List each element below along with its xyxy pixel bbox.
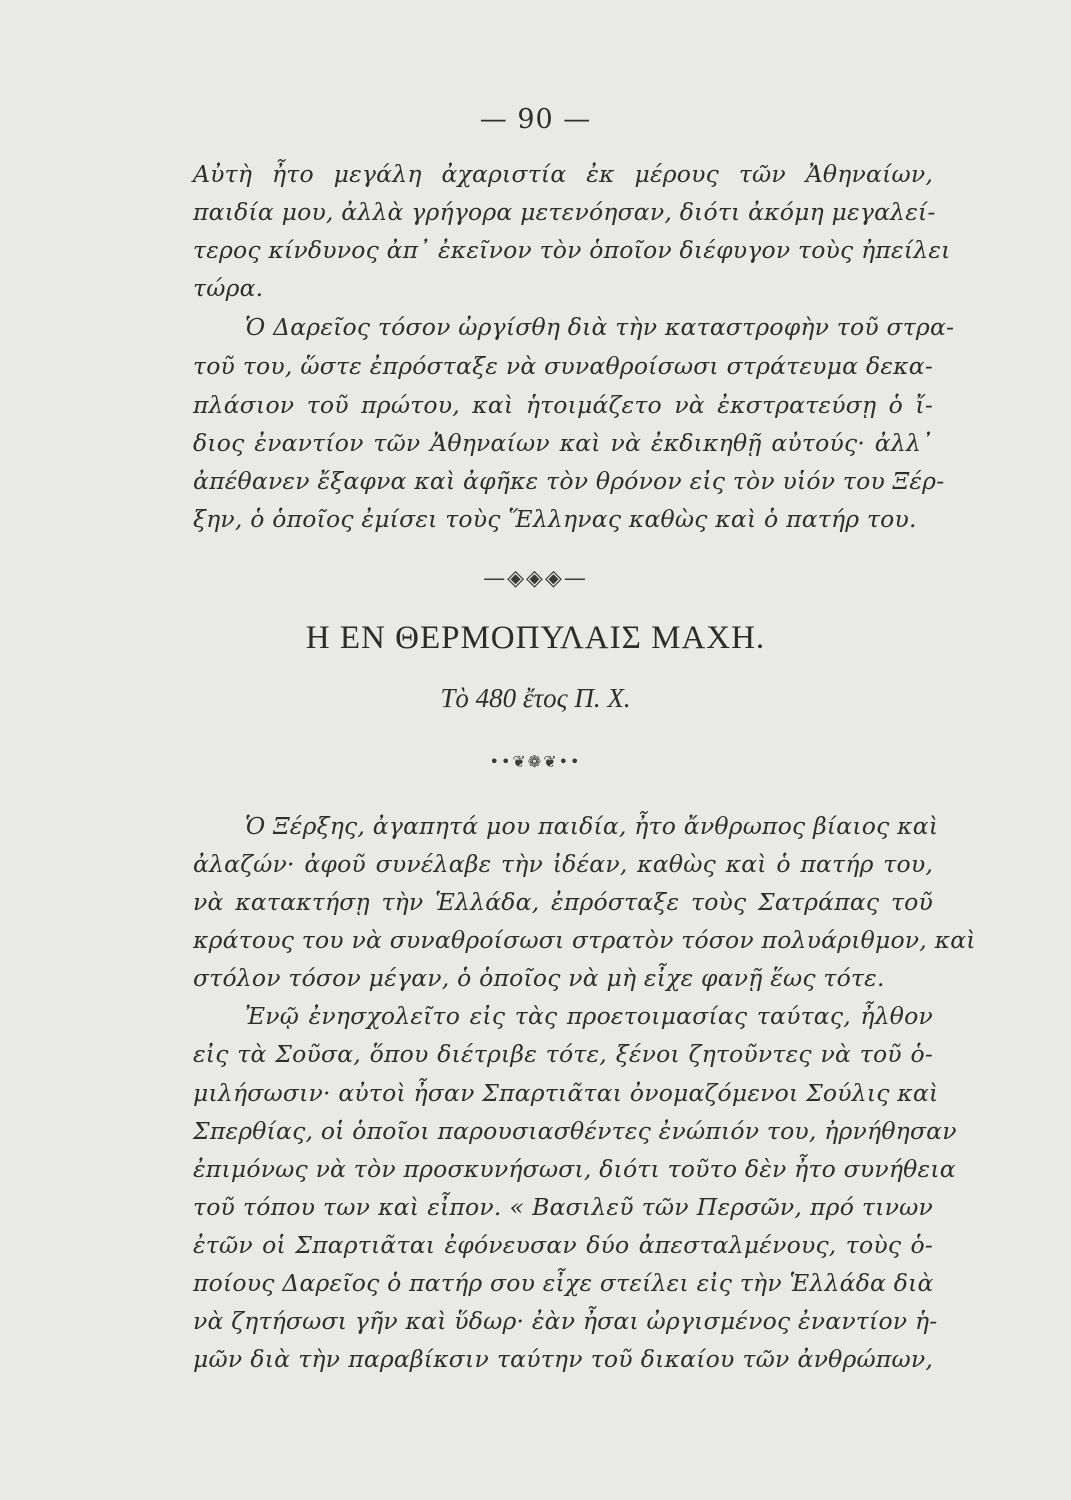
text-line: Ὁ Δαρεῖος τόσον ὠργίσθη διὰ τὴν καταστροφὴν τοῦ στρα- [245,313,955,341]
text-line: μιλήσωσιν· αὐτοὶ ἦσαν Σπαρτιᾶται ὀνομαζόμενοι Σούλις καὶ [193,1079,939,1107]
page-number: — 90 — [479,104,592,135]
text-line: ξην, ὁ ὁποῖος ἐμίσει τοὺς Ἕλληνας καθὼς καὶ ὁ πατήρ του. [193,505,917,533]
text-line: νὰ ζητήσωσι γῆν καὶ ὕδωρ· ἐὰν ἦσαι ὠργισμένος ἐναντίον ἡ- [193,1307,938,1335]
text-line: νὰ κατακτήσῃ τὴν Ἑλλάδα, ἐπρόσταξε τοὺς Σατράπας τοῦ [193,888,933,916]
text-line: στόλον τόσον μέγαν, ὁ ὁποῖος νὰ μὴ εἶχε φανῇ ἕως τότε. [193,964,885,992]
text-line: Αὐτὴ ἦτο μεγάλη ἀχαριστία ἐκ μέρους τῶν Ἀθηναίων, [193,160,933,188]
text-line: πλάσιον τοῦ πρώτου, καὶ ἡτοιμάζετο νὰ ἐκστρατεύσῃ ὁ ἴ- [193,391,933,419]
text-line: Ἐνῷ ἐνησχολεῖτο εἰς τὰς προετοιμασίας ταύτας, ἦλθον [245,1002,933,1030]
section-title: Η ΕΝ ΘΕΡΜΟΠΥΛΑΙΣ ΜΑΧΗ. [305,620,766,656]
text-line: διος ἐναντίον τῶν Ἀθηναίων καὶ νὰ ἐκδικηθῇ αὐτούς· ἀλλ᾽ [193,429,933,457]
text-line: τερος κίνδυνος ἀπ᾽ ἐκεῖνον τὸν ὁποῖον διέφυγον τοὺς ἠπείλει [193,236,951,264]
text-line: παιδία μου, ἀλλὰ γρήγορα μετενόησαν, διότι ἀκόμη μεγαλεί- [193,198,936,226]
text-line: ποίους Δαρεῖος ὁ πατήρ σου εἶχε στείλει εἰς τὴν Ἑλλάδα διὰ [193,1269,934,1297]
text-line: ἀλαζών· ἀφοῦ συνέλαβε τὴν ἰδέαν, καθὼς καὶ ὁ πατήρ του, [193,850,933,878]
ornament-divider: —◈◈◈— [483,566,588,591]
section-subtitle: Τὸ 480 ἔτος Π. Χ. [440,683,631,713]
text-line: κράτους του νὰ συναθροίσωσι στρατὸν τόσον πολυάριθμον, καὶ [193,926,976,954]
text-line: Ὁ Ξέρξης, ἀγαπητά μου παιδία, ἦτο ἄνθρωπος βίαιος καὶ [245,812,939,840]
text-line: τώρα. [193,274,264,302]
text-line: ἐπιμόνως νὰ τὸν προσκυνήσωσι, διότι τοῦτο δὲν ἦτο συνήθεια [193,1155,956,1183]
text-line: τοῦ του, ὥστε ἐπρόσταξε νὰ συναθροίσωσι στράτευμα δεκα- [193,352,933,380]
text-line: ἐτῶν οἱ Σπαρτιᾶται ἐφόνευσαν δύο ἀπεσταλμένους, τοὺς ὁ- [193,1231,933,1259]
text-line: μῶν διὰ τὴν παραβίκσιν ταύτην τοῦ δικαίου τῶν ἀνθρώπων, [193,1345,933,1373]
ornament-divider-small: ••❦❁❦•• [489,752,582,771]
text-line: ἀπέθανεν ἔξαφνα καὶ ἀφῆκε τὸν θρόνον εἰς τὸν υἱόν του Ξέρ- [193,467,945,495]
text-line: εἰς τὰ Σοῦσα, ὅπου διέτριβε τότε, ξένοι ζητοῦντες νὰ τοῦ ὁ- [193,1040,933,1068]
text-line: τοῦ τόπου των καὶ εἶπον. « Βασιλεῦ τῶν Περσῶν, πρό τινων [193,1193,933,1221]
text-line: Σπερθίας, οἱ ὁποῖοι παρουσιασθέντες ἐνώπιόν του, ἠρνήθησαν [193,1117,957,1145]
